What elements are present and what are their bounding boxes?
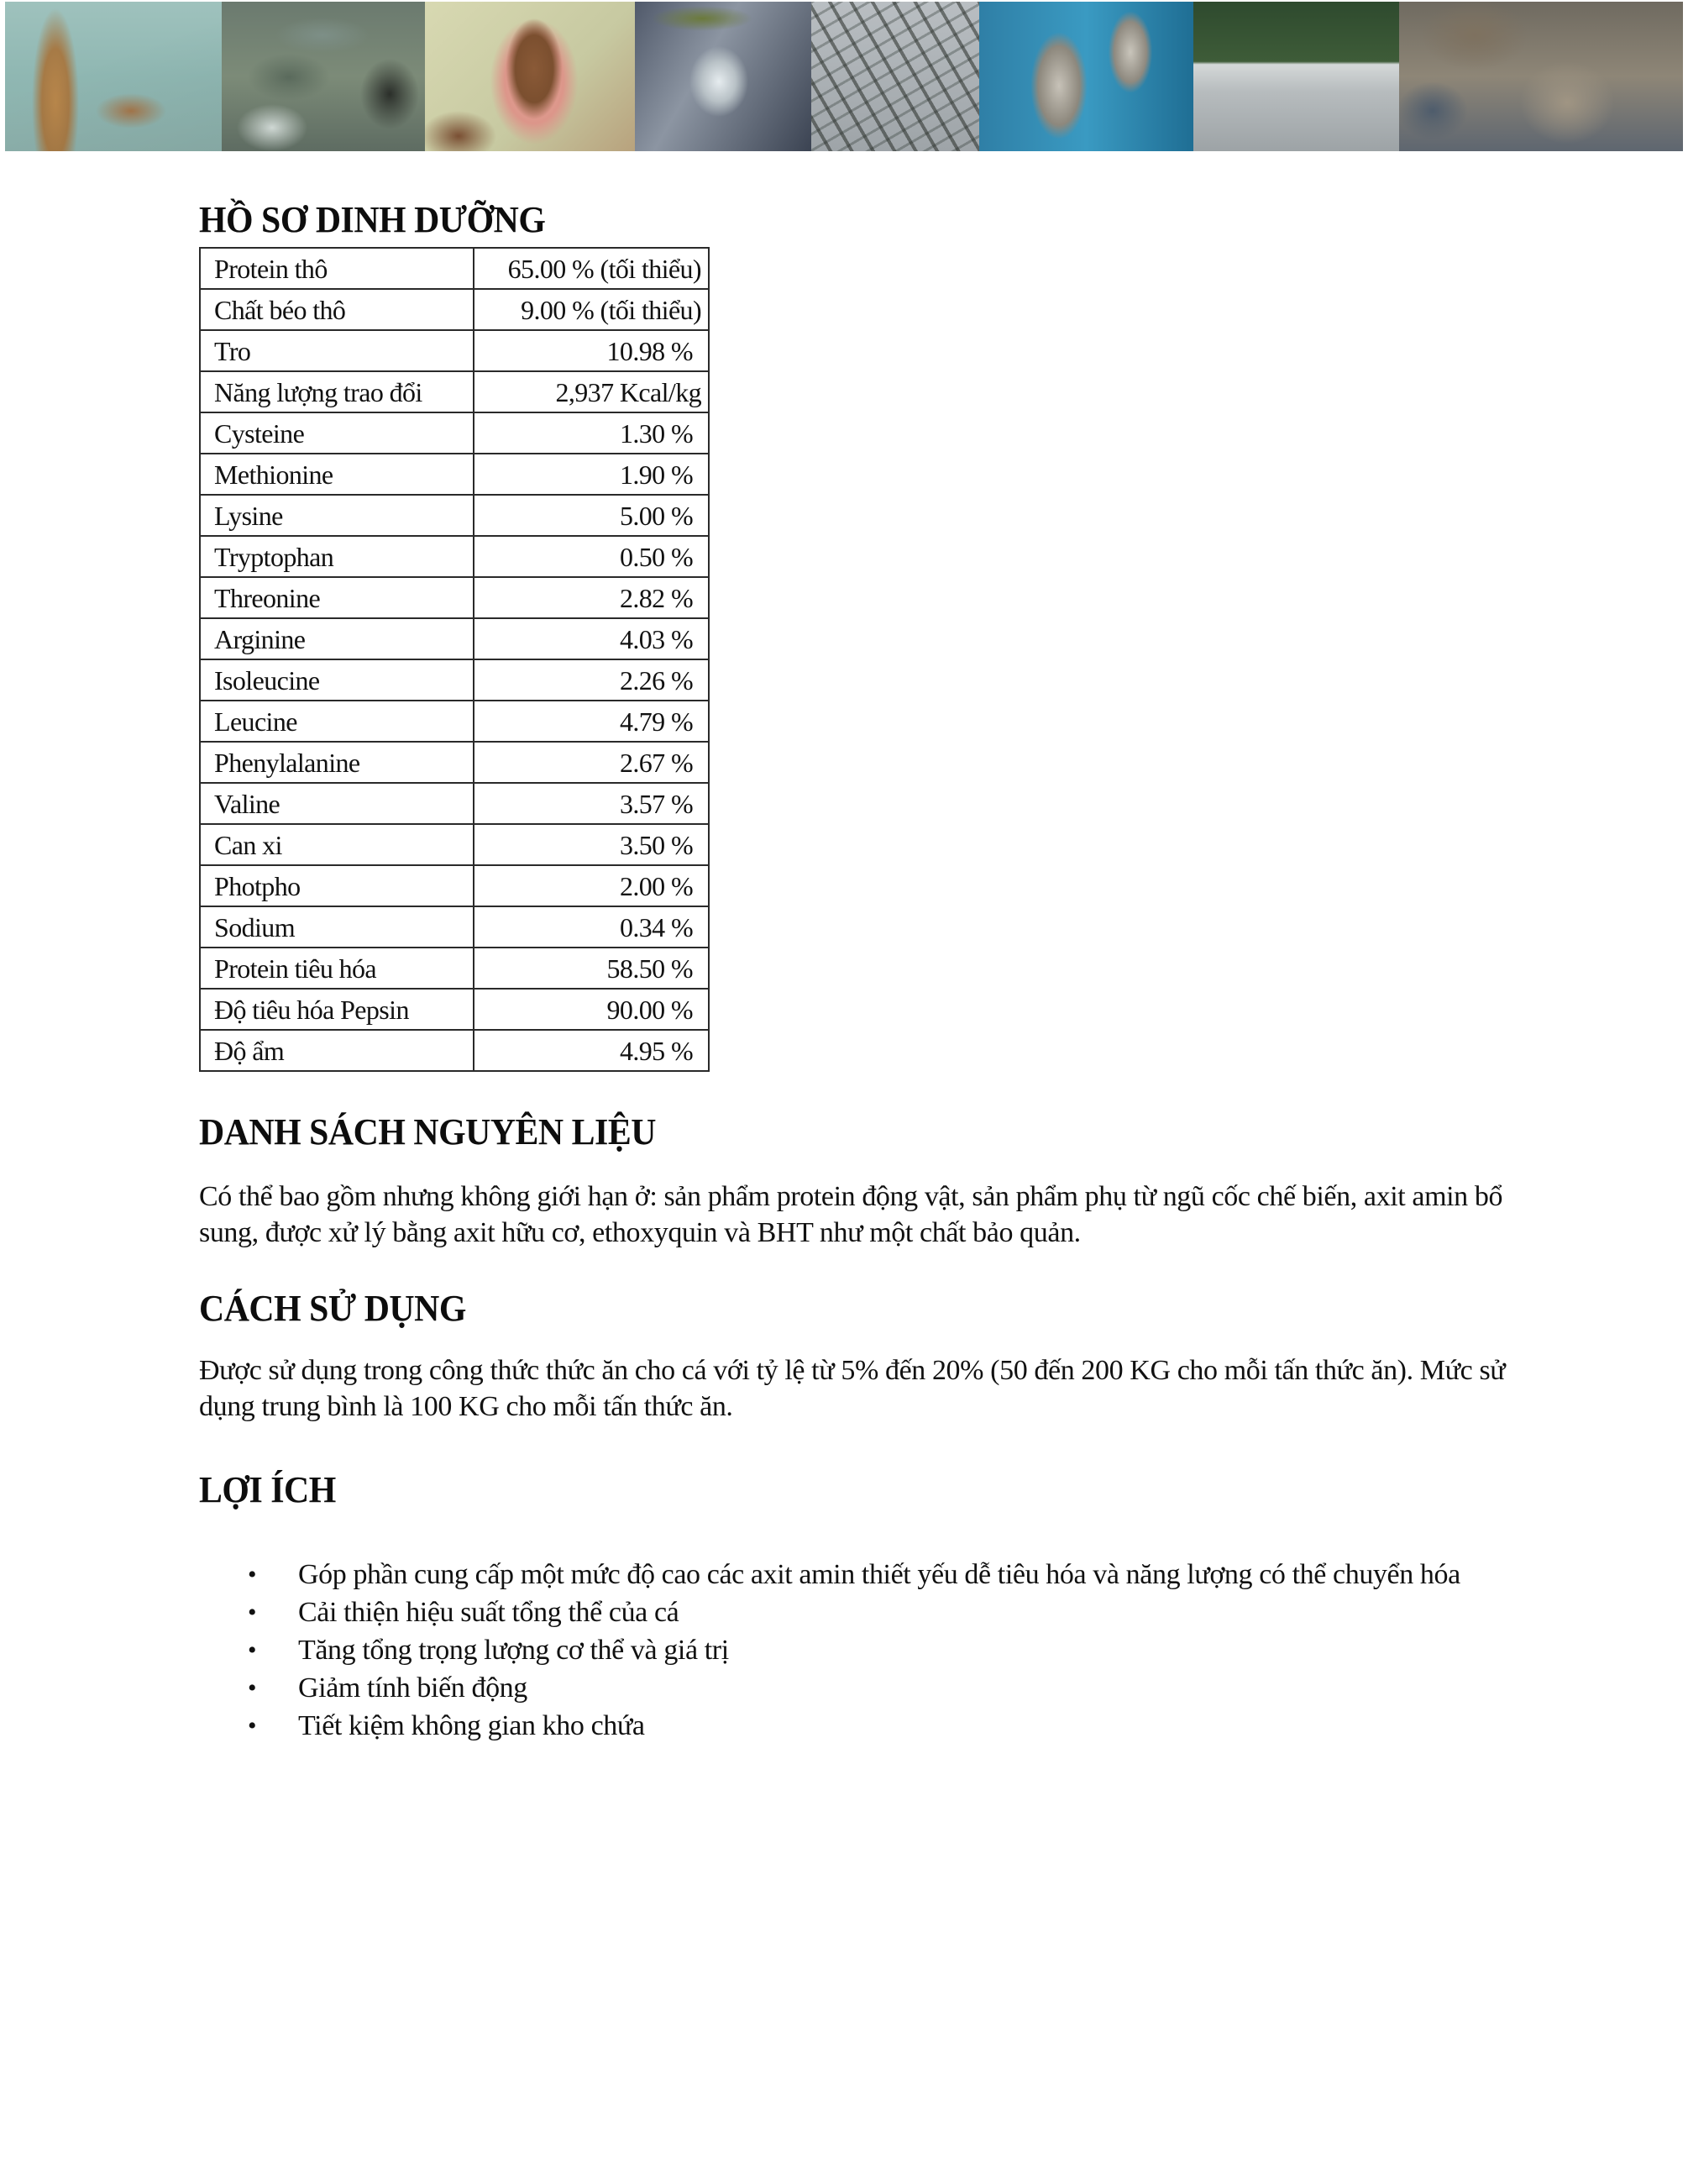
nutrient-name: Protein tiêu hóa: [200, 948, 474, 989]
nutrition-row: [200, 701, 709, 742]
bullet-icon: •: [248, 1561, 257, 1588]
benefit-text: Tiết kiệm không gian kho chứa: [298, 1710, 645, 1741]
nutrition-row: [200, 989, 709, 1030]
nutrient-name: Leucine: [200, 701, 474, 742]
nutrition-row: [200, 865, 709, 906]
benefit-text: Góp phần cung cấp một mức độ cao các axit amin thiết yếu dễ tiêu hóa và năng lượng có thể chuyển hóa: [298, 1559, 1460, 1590]
nutrient-name: Tryptophan: [200, 536, 474, 577]
fish-underwater-photo: [979, 2, 1193, 151]
nutrition-row: [200, 454, 709, 495]
nutrient-value: 65.00 % (tối thiểu): [474, 248, 709, 289]
fish-farm-pier-photo: [5, 2, 222, 151]
nutrient-value: 0.50 %: [474, 536, 709, 577]
nutrient-value: 2.82 %: [474, 577, 709, 618]
benefit-text: Cải thiện hiệu suất tổng thể của cá: [298, 1597, 679, 1628]
nutrient-value: 10.98 %: [474, 330, 709, 371]
benefit-item: [199, 1631, 1509, 1669]
bullet-icon: •: [248, 1636, 257, 1664]
nutrient-name: Phenylalanine: [200, 742, 474, 783]
nutrition-row: [200, 330, 709, 371]
nutrient-name: Threonine: [200, 577, 474, 618]
benefit-item: [199, 1669, 1509, 1707]
nutrient-name: Photpho: [200, 865, 474, 906]
nutrient-value: 1.30 %: [474, 412, 709, 454]
net-cage-photo: [635, 2, 811, 151]
nutrient-value: 5.00 %: [474, 495, 709, 536]
nutrient-value: 2,937 Kcal/kg: [474, 371, 709, 412]
nutrient-name: Độ tiêu hóa Pepsin: [200, 989, 474, 1030]
benefit-item: [199, 1593, 1509, 1631]
nutrient-value: 2.26 %: [474, 659, 709, 701]
bullet-icon: •: [248, 1599, 257, 1626]
nutrition-row: [200, 577, 709, 618]
nutrient-name: Methionine: [200, 454, 474, 495]
harvested-fish-photo: [1399, 2, 1683, 151]
nutrition-profile-heading: HỒ SƠ DINH DƯỠNG: [199, 199, 546, 240]
nutrient-name: Arginine: [200, 618, 474, 659]
nutrient-value: 90.00 %: [474, 989, 709, 1030]
nutrient-value: 0.34 %: [474, 906, 709, 948]
fish-splashing-photo: [222, 2, 425, 151]
nutrient-name: Tro: [200, 330, 474, 371]
nutrition-row: [200, 412, 709, 454]
nutrient-name: Sodium: [200, 906, 474, 948]
nutrient-name: Valine: [200, 783, 474, 824]
nutrient-name: Độ ẩm: [200, 1030, 474, 1071]
nutrient-name: Chất béo thô: [200, 289, 474, 330]
nutrient-value: 4.79 %: [474, 701, 709, 742]
nutrient-value: 9.00 % (tối thiểu): [474, 289, 709, 330]
nutrient-name: Lysine: [200, 495, 474, 536]
nutrition-row: [200, 536, 709, 577]
nutrient-name: Protein thô: [200, 248, 474, 289]
nutrition-row: [200, 618, 709, 659]
benefit-text: Giảm tính biến động: [298, 1672, 527, 1704]
nutrition-row: [200, 495, 709, 536]
nutrient-value: 3.50 %: [474, 824, 709, 865]
nutrition-row: [200, 659, 709, 701]
benefit-item: [199, 1707, 1509, 1745]
nutrition-row: [200, 371, 709, 412]
nutrition-row: [200, 906, 709, 948]
nutrient-value: 1.90 %: [474, 454, 709, 495]
nutrient-value: 2.00 %: [474, 865, 709, 906]
nutrition-row: [200, 742, 709, 783]
benefits-list: [199, 1556, 1509, 1745]
nutrition-row: [200, 1030, 709, 1071]
usage-text: Được sử dụng trong công thức thức ăn cho cá với tỷ lệ từ 5% đến 20% (50 đến 200 KG cho mỗi tấn thức ăn). Mức sử dụng trung bình là 100 KG cho mỗi tấn thức ăn.: [199, 1355, 1506, 1422]
nutrient-name: Cysteine: [200, 412, 474, 454]
nutrient-value: 4.95 %: [474, 1030, 709, 1071]
nutrition-row: [200, 824, 709, 865]
nutrient-value: 3.57 %: [474, 783, 709, 824]
nutrition-row: [200, 948, 709, 989]
benefit-text: Tăng tổng trọng lượng cơ thể và giá trị: [298, 1635, 729, 1666]
nutrition-row: [200, 783, 709, 824]
nutrient-name: Năng lượng trao đổi: [200, 371, 474, 412]
pond-aerators-photo: [1193, 2, 1399, 151]
nutrient-value: 2.67 %: [474, 742, 709, 783]
bullet-icon: •: [248, 1674, 257, 1702]
bullet-icon: •: [248, 1712, 257, 1740]
nutrition-row: [200, 289, 709, 330]
usage-heading: CÁCH SỬ DỤNG: [199, 1288, 466, 1329]
feed-pellets-in-hands-photo: [425, 2, 635, 151]
nutrition-row: [200, 248, 709, 289]
fish-cages-aerial-photo: [811, 2, 979, 151]
nutrient-value: 4.03 %: [474, 618, 709, 659]
benefits-heading: LỢI ÍCH: [199, 1469, 336, 1510]
ingredients-text: Có thể bao gồm nhưng không giới hạn ở: sản phẩm protein động vật, sản phẩm phụ từ ngũ cốc chế biến, axit amin bổ sung, được xử lý bằng axit hữu cơ, ethoxyquin và BHT như một chất bảo quản.: [199, 1181, 1503, 1248]
ingredients-heading: DANH SÁCH NGUYÊN LIỆU: [199, 1111, 656, 1152]
header-photo-banner: [5, 2, 1683, 151]
benefit-item: [199, 1556, 1509, 1593]
nutrient-name: Isoleucine: [200, 659, 474, 701]
nutrition-table: [199, 247, 710, 1072]
nutrient-value: 58.50 %: [474, 948, 709, 989]
nutrient-name: Can xi: [200, 824, 474, 865]
